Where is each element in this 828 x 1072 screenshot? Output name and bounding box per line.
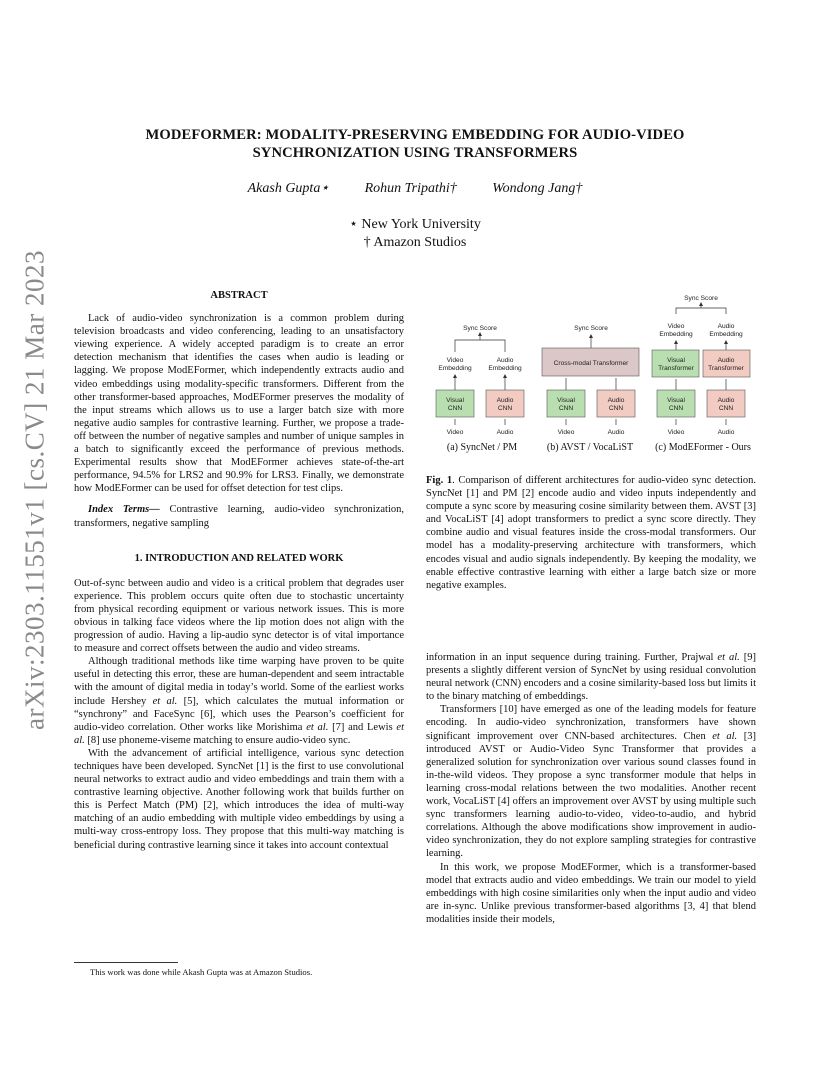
- diagram-syncnet: [436, 325, 524, 436]
- svg-text:Embedding: Embedding: [488, 365, 522, 372]
- title-line-2: SYNCHRONIZATION USING TRANSFORMERS: [252, 145, 578, 161]
- svg-text:CNN: CNN: [558, 405, 574, 412]
- svg-text:Audio: Audio: [496, 397, 514, 404]
- svg-text:Cross-modal Transformer: Cross-modal Transformer: [553, 360, 629, 367]
- affiliation-1: ⋆ New York University: [349, 217, 481, 232]
- svg-text:Video: Video: [667, 323, 685, 330]
- svg-text:CNN: CNN: [497, 405, 513, 412]
- svg-text:CNN: CNN: [447, 405, 463, 412]
- svg-text:Audio: Audio: [717, 429, 735, 436]
- sync-score-label-b: Sync Score: [574, 325, 608, 332]
- svg-text:Transformer: Transformer: [658, 365, 694, 372]
- svg-text:Audio: Audio: [607, 397, 625, 404]
- subfigure-caption-c: (c) ModEFormer - Ours: [655, 442, 751, 453]
- svg-text:Visual: Visual: [557, 397, 575, 404]
- affiliation-2: † Amazon Studios: [363, 235, 467, 250]
- author-1: Akash Gupta⋆: [247, 181, 330, 196]
- svg-text:Embedding: Embedding: [709, 331, 743, 338]
- arxiv-identifier: [8, 250, 62, 730]
- svg-text:Video: Video: [667, 429, 685, 436]
- sync-score-label-c: Sync Score: [684, 295, 718, 302]
- intro-paragraph-2: Although traditional methods like time warping have proven to be quite useful in detecting this error, these are human-dependent and seem intractable with the amount of digital media in today’s world. Some of the earliest works include Hershey et al. [5], which calculates the mutual information or “synchrony” and FaceSync [6], which uses the Pearson’s coefficient for audio-video correlation. Other works like Morishima et al. [7] and Lewis et al. [8] use phoneme-viseme matching to ensure audio-video sync.: [74, 656, 404, 746]
- arxiv-identifier-text: arXiv:2303.11551v1 [cs.CV] 21 Mar 2023: [19, 250, 50, 730]
- right-paragraph-3: In this work, we propose ModEFormer, which is a transformer-based model that extracts audio and video embeddings. We train our model to yield embeddings with high cosine similarities only when the input audio and video are in-sync. Unlike previous transformer-based algorithms [3, 4] that blend modalities inside their models,: [426, 861, 756, 925]
- paper-title: [74, 126, 756, 162]
- abstract-heading: ABSTRACT: [210, 290, 268, 301]
- video-embedding-label-a: Video: [446, 357, 464, 364]
- title-line-1: MODEFORMER: MODALITY-PRESERVING EMBEDDING FOR AUDIO-VIDEO: [145, 127, 685, 143]
- author-3: Wondong Jang†: [492, 181, 583, 196]
- left-column: [74, 289, 404, 852]
- right-column: [426, 651, 756, 926]
- intro-paragraph-3: With the advancement of artificial intelligence, various sync detection techniques have been developed. SyncNet [1] is the first to use convolutional neural networks to extract audio and video embeddings and train them with a contrastive learning objective. Another following work that builds further on this is Perfect Match (PM) [2], which introduces the idea of multi-way matching of an audio embedding with multiple video embeddings by using a multi-way cross-entropy loss. They propose that this multi-way matching is beneficial during contrastive learning since it takes into account contextual: [74, 747, 404, 851]
- svg-text:Embedding: Embedding: [659, 331, 693, 338]
- svg-text:Visual: Visual: [667, 357, 685, 364]
- author-2: Rohun Tripathi†: [364, 181, 457, 196]
- intro-paragraph-1: Out-of-sync between audio and video is a critical problem that degrades user experience. This problem occurs quite often due to stochastic uncertainty from physical recording equipment or various network issues. This is more obvious in talking face videos where the lip motion does not align with the progression of audio. Having a lip-audio sync detector is of vital importance to measure and correct offsets between the audio and video streams.: [74, 577, 404, 655]
- diagram-avst: [542, 325, 639, 436]
- svg-text:Visual: Visual: [446, 397, 464, 404]
- footnote: This work was done while Akash Gupta was at Amazon Studios.: [90, 967, 313, 977]
- footnote-rule: [74, 962, 178, 963]
- index-terms-text: Contrastive learning, audio-video synchronization, transformers, negative sampling: [74, 504, 404, 529]
- figure-caption-text: . Comparison of different architectures for audio-video sync detection. SyncNet [1] and PM [2] encode audio and video inputs independently and compute a sync score by measuring cosine similarity between them. AVST [3] and VocaLiST [4] adopt transformers to predict a sync score directly. They combine audio and visual features inside the cross-modal transformers. Our model has a modality-preserving architecture with transformers, which encodes visual and audio signals independently. By keeping the modality, we enable effective contrastive learning with either a large batch size or more negative examples.: [426, 475, 756, 591]
- svg-text:CNN: CNN: [668, 405, 684, 412]
- figure-caption-label: Fig. 1: [426, 475, 453, 486]
- svg-text:Audio: Audio: [607, 429, 625, 436]
- right-paragraph-1: information in an input sequence during training. Further, Prajwal et al. [9] presents a slightly different version of SyncNet by using residual convolution neural network (CNN) encoders and a cosine similarity-based loss but limits it to the binary matching of embeddings.: [426, 652, 757, 703]
- svg-text:Video: Video: [557, 429, 575, 436]
- index-terms: [74, 503, 404, 529]
- diagram-modeformer: [652, 295, 750, 436]
- svg-text:Visual: Visual: [667, 397, 685, 404]
- svg-text:CNN: CNN: [718, 405, 734, 412]
- svg-text:Transformer: Transformer: [708, 365, 744, 372]
- section-1-heading: 1. INTRODUCTION AND RELATED WORK: [134, 552, 344, 564]
- index-terms-label: Index Terms—: [88, 504, 160, 516]
- svg-text:Audio: Audio: [717, 397, 735, 404]
- svg-text:CNN: CNN: [608, 405, 624, 412]
- svg-text:Embedding: Embedding: [438, 365, 472, 372]
- sync-score-label-a: Sync Score: [463, 325, 497, 332]
- svg-text:Video: Video: [446, 429, 464, 436]
- audio-embedding-label-a: Audio: [496, 357, 514, 364]
- svg-text:Audio: Audio: [717, 323, 735, 330]
- subfigure-caption-b: (b) AVST / VocaLiST: [546, 442, 634, 453]
- subfigure-caption-a: (a) SyncNet / PM: [446, 442, 518, 453]
- author-list: [74, 180, 756, 197]
- abstract-text: Lack of audio-video synchronization is a common problem during television broadcasts and video conferencing, leading to an unsatisfactory viewing experience. A widely accepted paradigm is to create an error detection mechanism that identifies the cases when audio is leading or lagging. We propose ModEFormer, which independently extracts audio and video embeddings using modality-specific transformers. Different from the other transformer-based approaches, ModEFormer preserves the modality of the input streams which allows us to use a larger batch size with more negative audio samples for contrastive learning. Further, we propose a trade-off between the number of negative samples and number of unique samples in a batch to significantly exceed the performance of previous methods. Experimental results show that ModEFormer achieves state-of-the-art performance, 94.5% for LRS2 and 90.9% for LRS3. Finally, we demonstrate how ModEFormer can be used for offset detection for test clips.: [74, 313, 404, 495]
- figure-caption: [426, 474, 756, 592]
- svg-text:Audio: Audio: [717, 357, 735, 364]
- right-paragraph-2: Transformers [10] have emerged as one of the leading models for feature encoding. In audio-video synchronization, transformers have shown significant improvement over CNN-based architectures. Chen et al. [3] introduced AVST or Audio-Video Sync Transformer that provides a generalized solution for synchronization over various sound classes found in in-the-wild videos. They propose a sync transformer module that helps in learning cross-modal relations between the two modalities. Another recent work, VocaLiST [4] offers an improvement over AVST by using multiple such sync transformers learning audio-to-video, video-to-audio, and hybrid correlations. Although the above modifications show improvement in audio-video synchronization, they do not explore sampling strategies for contrastive learning.: [426, 704, 756, 860]
- architecture-figure: [428, 288, 760, 436]
- svg-text:Audio: Audio: [496, 429, 514, 436]
